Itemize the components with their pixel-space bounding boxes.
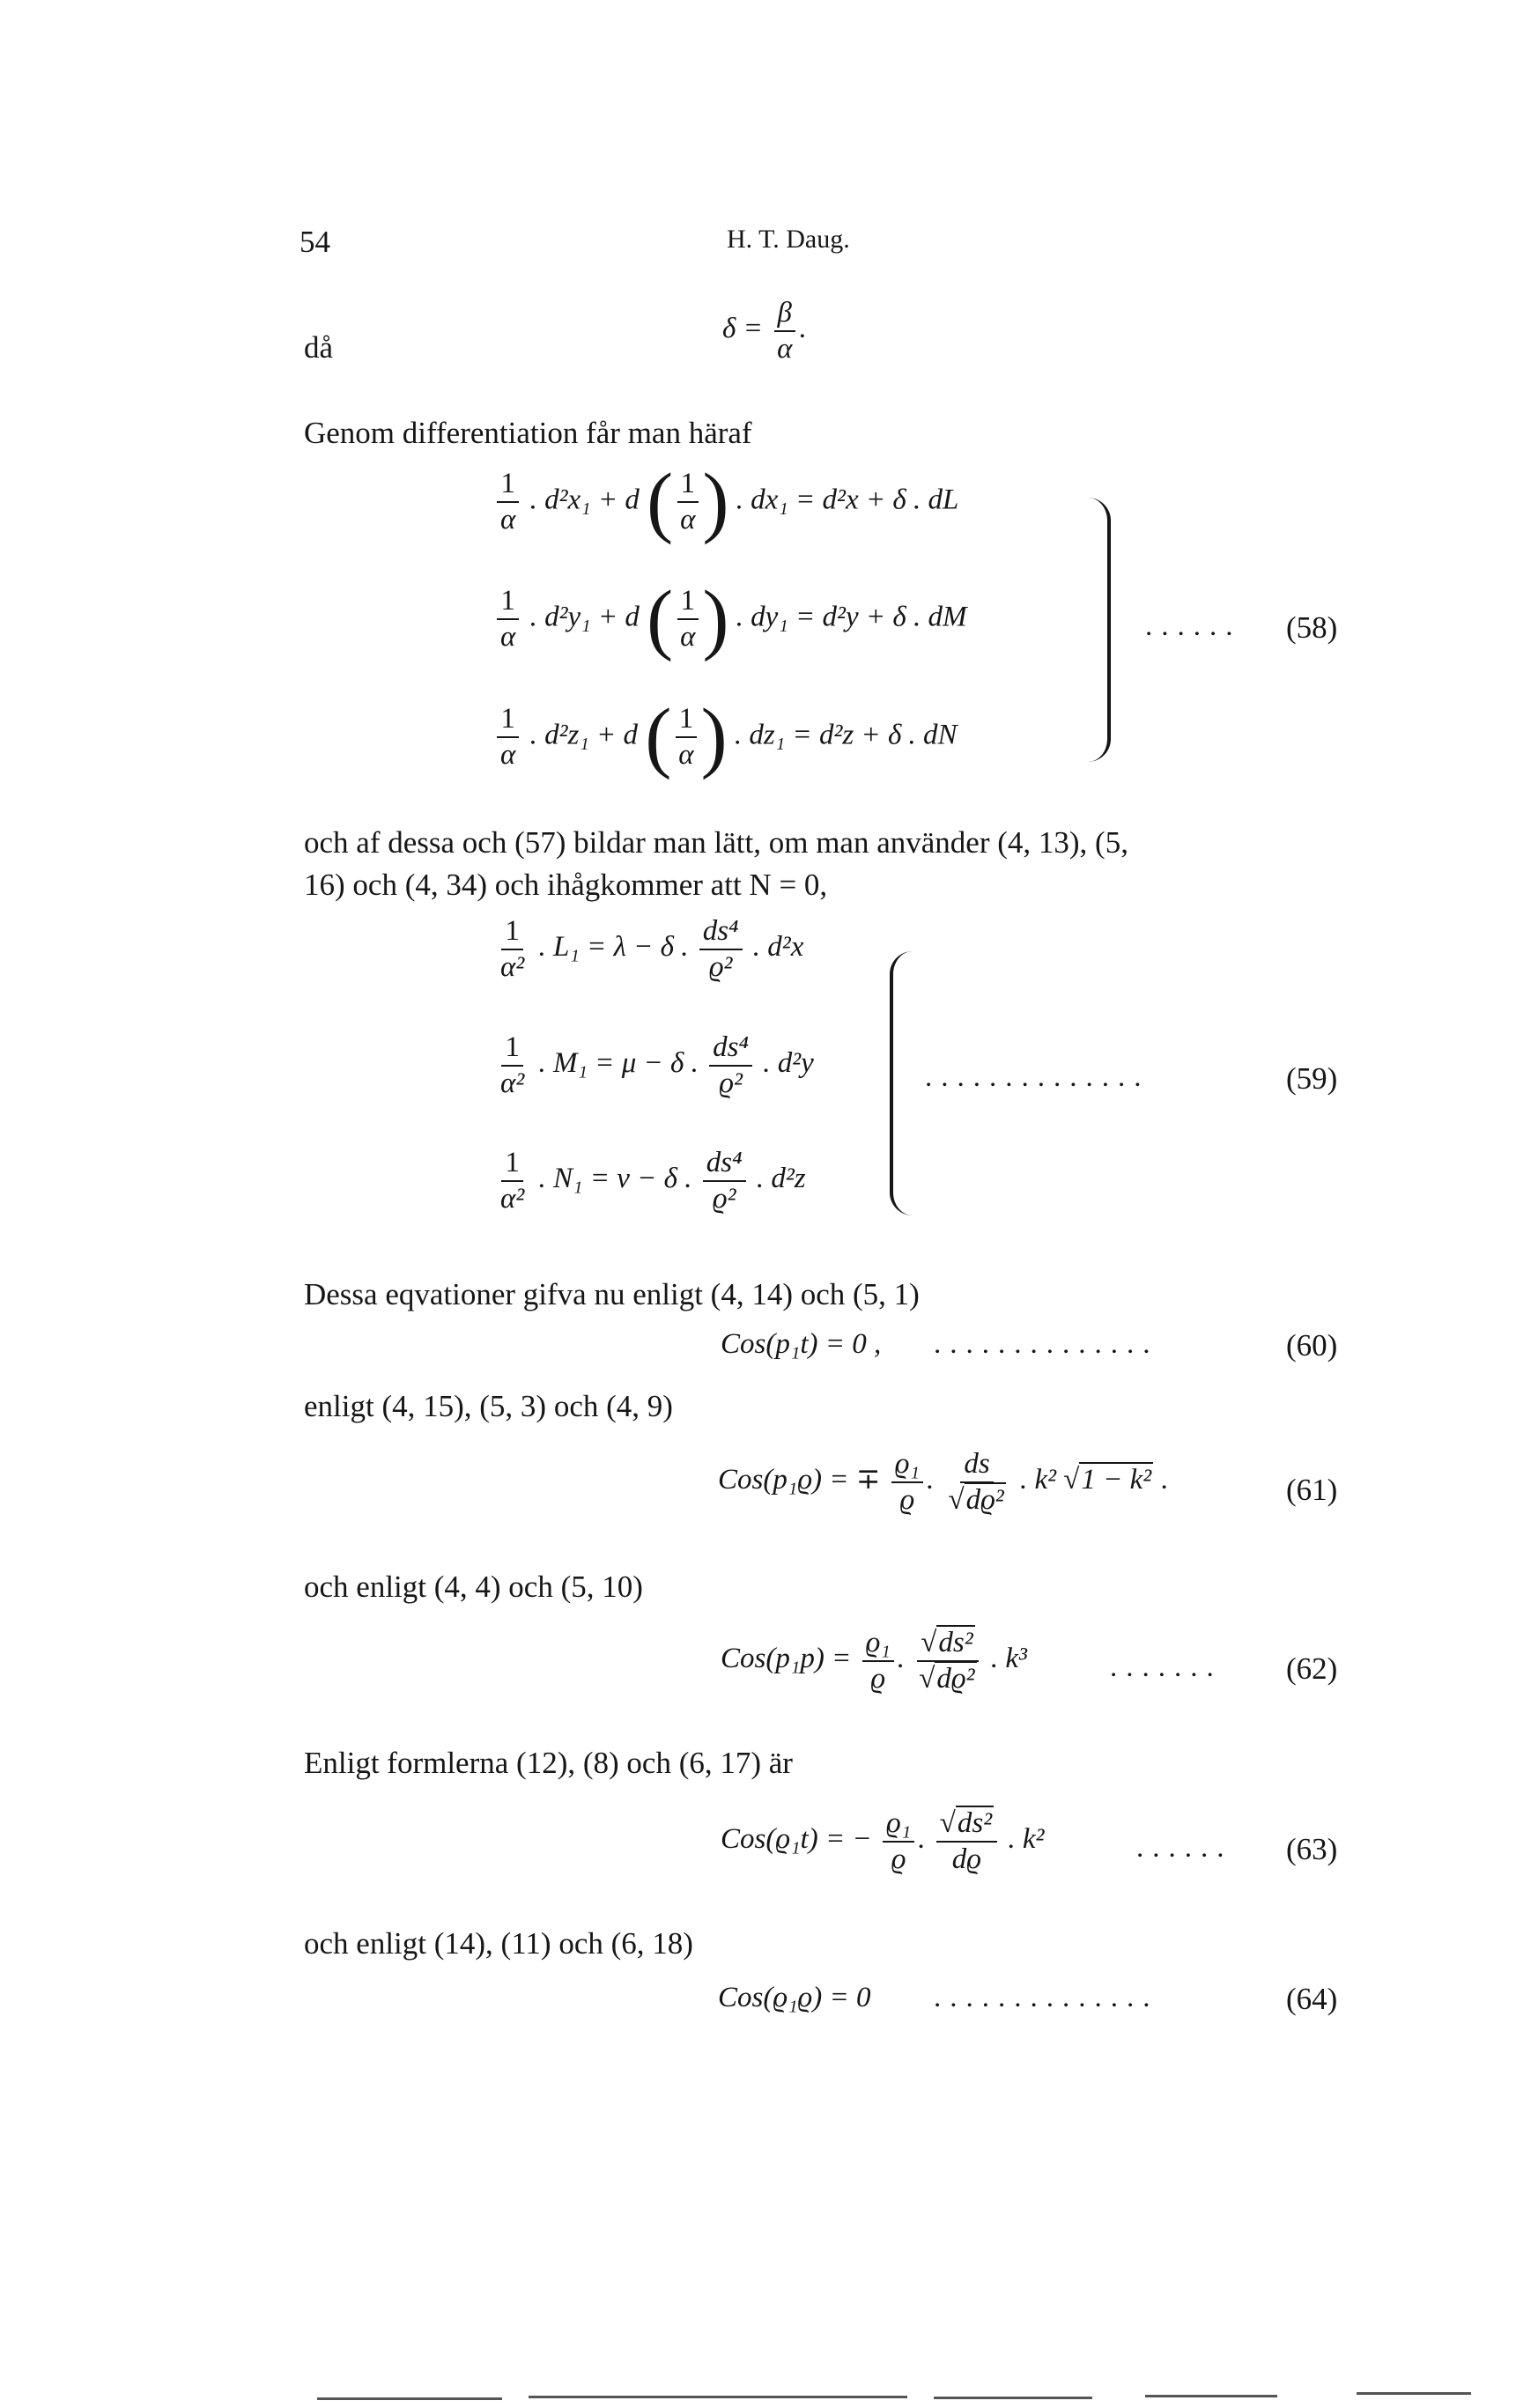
eq64-dots [934, 1982, 1159, 2014]
brace-59 [890, 951, 913, 1215]
eq63: Cos(ϱ₁t) = − $\frac{\text{ϱ₁}}{ϱ}$ . $\frac{\text{√ds²}}{dϱ}$ . k² [721, 1807, 1045, 1875]
ds4: ds⁴ [709, 1032, 752, 1067]
ds-sq: ds² [938, 1627, 973, 1658]
sqrt-icon: √ [921, 1627, 937, 1658]
sqrt-icon: √ [919, 1662, 935, 1695]
eq63-lhs: Cos(ϱ₁t) = − [721, 1823, 872, 1856]
drho-sq: dϱ² [936, 1662, 975, 1695]
scan-noise [1357, 2392, 1471, 2395]
text-dessa: Dessa eqvationer gifva nu enligt (4, 14) och (5, 1) [304, 1277, 920, 1311]
eq58-left: d²y₁ + d [544, 601, 640, 633]
one: 1 [501, 1032, 523, 1067]
text-och-af-2: 16) och (4, 34) och ihågkommer att N = 0, [304, 868, 828, 902]
eq59-row-1 [493, 916, 803, 982]
sqrt-icon: √ [1063, 1464, 1080, 1496]
page-number: 54 [300, 225, 330, 259]
eq60-dots [934, 1328, 1159, 1361]
scan-noise [529, 2396, 907, 2398]
running-head: H. T. Daug. [727, 225, 850, 254]
rho1: ϱ₁ [862, 1628, 894, 1662]
beta-over-alpha [773, 298, 795, 364]
alpha: α [678, 739, 694, 771]
rho1: ϱ₁ [883, 1808, 914, 1843]
eq61-number: (61) [1286, 1473, 1338, 1507]
eq58-left: d²z₁ + d [544, 719, 639, 751]
eq59-lhs: . M₁ = μ − δ . [538, 1047, 699, 1080]
eq64-lhs: Cos(ϱ₁ϱ) = 0 [718, 1982, 871, 2013]
eq63-dots [1136, 1832, 1233, 1865]
leader-dots: ....... [1110, 1651, 1223, 1683]
k2: . k² [1019, 1464, 1056, 1496]
intro-word: då [304, 330, 334, 365]
eq58-row-3: $\frac{1}{\alpha}$ . d²z₁ + d ( $\frac{1}{\alpha}$ ) . dz₁ = d²z + δ . dN [493, 698, 958, 777]
sqrt-icon: √ [939, 1807, 956, 1839]
eq58-row-1: $\frac{1}{\alpha}$ . d²x₁ + d ( $\frac{1}{\alpha}$ ) . dx₁ = d²x + δ . dL [493, 462, 958, 542]
alpha-sq: α² [500, 1067, 525, 1099]
eq62: Cos(p₁p) = $\frac{\text{ϱ₁}}{ϱ}$ . $\frac{\text{√ds²}}{\text{√dϱ²}}$ . k³ [721, 1627, 1027, 1695]
frac-num: β [774, 298, 795, 332]
alpha: α [500, 621, 516, 653]
one: 1 [676, 704, 698, 738]
alpha: α [500, 504, 516, 536]
drho-sq: dϱ² [965, 1483, 1004, 1516]
leader-dots: .............. [934, 1328, 1159, 1360]
ds: ds [960, 1449, 993, 1483]
one: 1 [677, 586, 699, 620]
eq58-dots [1145, 610, 1242, 643]
rho: ϱ [899, 1483, 915, 1516]
text-och-af-1: och af dessa och (57) bildar man lätt, om man använder (4, 13), (5, [304, 825, 1128, 860]
alpha-sq: α² [500, 950, 525, 983]
eq63-number: (63) [1286, 1832, 1338, 1866]
one: 1 [501, 916, 523, 950]
leader-dots: .............. [925, 1061, 1150, 1093]
rho-sq: ϱ² [719, 1067, 743, 1099]
eq59-tail: . d²z [756, 1163, 806, 1195]
eq59-dots [925, 1061, 1150, 1094]
brace-58 [1088, 498, 1111, 762]
rho-sq: ϱ² [712, 1182, 736, 1215]
alpha: α [500, 739, 516, 771]
scan-noise [317, 2397, 502, 2400]
k2: . k² [1008, 1823, 1045, 1856]
eq59-lhs: . L₁ = λ − δ . [538, 931, 689, 964]
dot: . [1160, 1464, 1168, 1496]
eq58-right: . dy₁ = d²y + δ . dM [736, 601, 967, 633]
eq58-left: d²x₁ + d [544, 484, 640, 516]
text-enligt-formlerna: Enligt formlerna (12), (8) och (6, 17) är [304, 1746, 793, 1780]
eq58-number: (58) [1286, 610, 1338, 645]
eq58-row-2: $\frac{1}{\alpha}$ . d²y₁ + d ( $\frac{1}{\alpha}$ ) . dy₁ = d²y + δ . dM [493, 580, 966, 659]
frac-den: α [777, 332, 793, 365]
eq59-lhs: . N₁ = ν − δ . [538, 1163, 692, 1195]
leader-dots: ...... [1145, 610, 1242, 642]
eq59-tail: . d²y [763, 1047, 814, 1080]
ds4: ds⁴ [699, 916, 743, 950]
one: 1 [677, 469, 699, 503]
eq62-number: (62) [1286, 1651, 1338, 1686]
one: 1 [497, 469, 519, 503]
rho: ϱ [870, 1662, 886, 1695]
rho: ϱ [891, 1843, 906, 1875]
eq58-right: . dx₁ = d²x + δ . dL [736, 484, 959, 516]
delta-equation [722, 298, 807, 364]
eq59-number: (59) [1286, 1061, 1338, 1096]
scan-noise [1145, 2395, 1277, 2397]
sqrt-icon: √ [948, 1483, 965, 1516]
delta-tail: . [799, 313, 807, 345]
eq61-lhs: Cos(p₁ϱ) = ∓ [718, 1464, 881, 1496]
eq60-lhs: Cos(p₁t) = 0 , [721, 1328, 882, 1360]
eq59-tail: . d²x [752, 931, 804, 964]
leader-dots: .............. [934, 1982, 1159, 2013]
text-enligt-4-15: enligt (4, 15), (5, 3) och (4, 9) [304, 1389, 673, 1423]
alpha-sq: α² [500, 1182, 525, 1215]
scan-noise [934, 2397, 1092, 2399]
eq60-number: (60) [1286, 1328, 1338, 1363]
alpha: α [680, 504, 696, 536]
eq64-number: (64) [1286, 1982, 1338, 2016]
one: 1 [497, 704, 519, 738]
one: 1 [497, 586, 519, 620]
text-och-enligt-14: och enligt (14), (11) och (6, 18) [304, 1926, 693, 1961]
eq62-dots [1110, 1651, 1223, 1684]
eq58-right: . dz₁ = d²z + δ . dN [734, 719, 958, 751]
rho1: ϱ₁ [891, 1449, 923, 1483]
eq59-row-3 [493, 1148, 806, 1214]
one: 1 [501, 1148, 523, 1182]
eq62-lhs: Cos(p₁p) = [721, 1643, 852, 1675]
sqrt-arg: 1 − k² [1081, 1464, 1152, 1496]
rho-sq: ϱ² [708, 950, 733, 983]
ds-sq: ds² [957, 1807, 993, 1839]
ds4: ds⁴ [703, 1148, 746, 1182]
delta-lhs: δ = [722, 313, 763, 345]
eq61: Cos(p₁ϱ) = ∓ $\frac{\text{ϱ₁}}{ϱ}$ . $\frac{ds}{\text{√dϱ²}}$ . k² √1 − k² . [718, 1448, 1168, 1516]
eq59-row-2 [493, 1032, 814, 1098]
alpha: α [680, 621, 696, 653]
drho: dϱ [951, 1843, 982, 1875]
text-och-enligt-4-4: och enligt (4, 4) och (5, 10) [304, 1570, 643, 1604]
leader-dots: ...... [1136, 1832, 1233, 1864]
text-genom: Genom differentiation får man häraf [304, 416, 752, 450]
k3: . k³ [990, 1643, 1027, 1675]
